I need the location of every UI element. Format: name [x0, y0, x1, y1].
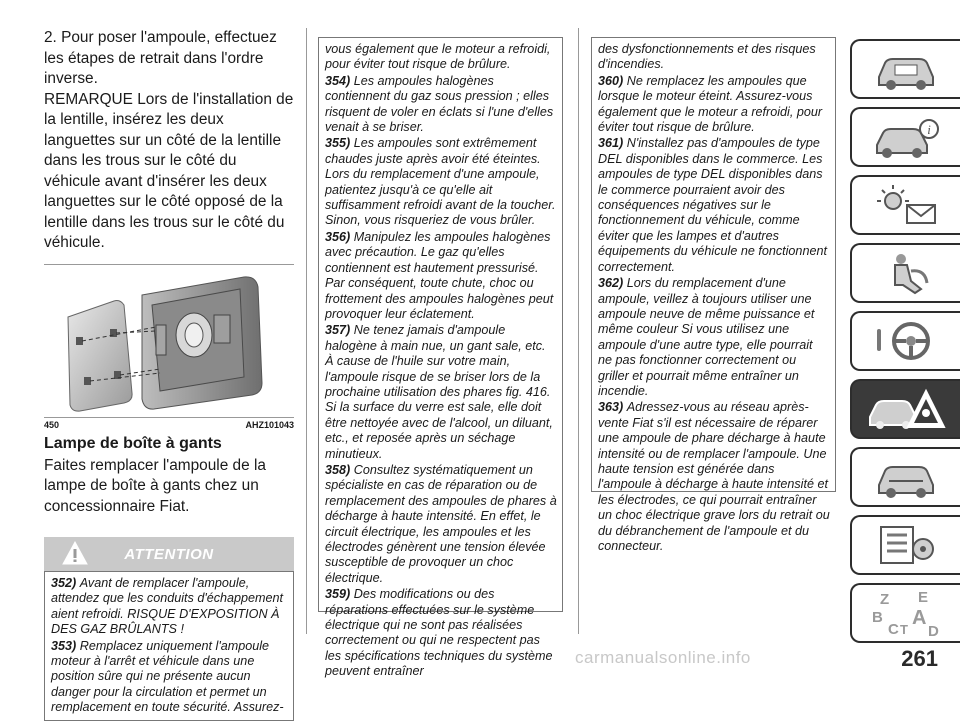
index-letter: A	[912, 607, 927, 629]
warning-box-continued	[318, 37, 563, 679]
note-number: 360)	[598, 73, 627, 88]
tab-in-an-emergency[interactable]	[850, 379, 960, 439]
tab-index[interactable]	[850, 583, 960, 643]
note-text: N'installez pas d'ampoules de type DEL disponibles dans le commerce. Les ampoules de type DEL disponibles dans le commerce pourraient avoir des conséquences négatives sur le fonctionnement du véhicule, comme éviter que les lampes et d'autres équipements du véhicule ne fonctionnent correctement.	[598, 136, 827, 274]
watermark: carmanualsonline.info	[575, 648, 751, 667]
tab-warning-lights[interactable]	[850, 175, 960, 235]
note-358	[325, 463, 557, 586]
index-letter: Z	[880, 591, 890, 608]
note-number: 355)	[325, 136, 354, 151]
tab-car-info[interactable]	[850, 107, 960, 167]
warning-lights-icon	[871, 183, 941, 227]
alphabetical-index-icon	[866, 588, 946, 638]
figure-450	[44, 265, 294, 417]
note-356	[325, 230, 557, 322]
svg-text:i: i	[927, 122, 931, 137]
continued-text: des dysfonctionnements et des risques d'incendies.	[598, 42, 816, 72]
section-body: Faites remplacer l'ampoule de la lampe de boîte à gants chez un concessionnaire Fiat.	[44, 456, 266, 515]
index-letter: B	[872, 609, 883, 626]
glovebox-lamp-illustration	[44, 265, 294, 417]
figure-number: 450	[44, 419, 60, 430]
car-dashboard-icon	[871, 47, 941, 91]
note-text: Ne tenez jamais d'ampoule halogène à main nue, un gant sale, etc. À cause de l'huile sur votre main, l'ampoule risque de se briser lors de la prochaine utilisation des phares fig. 416. Si la surface du verre est sale, elle doit être nettoyée avec de l'alcool, un diluant, etc., et reposée après un séchage minutieux.	[325, 323, 553, 461]
steering-wheel-icon	[871, 319, 941, 363]
section-heading: Lampe de boîte à gants	[44, 434, 222, 452]
note-354	[325, 74, 557, 136]
warning-header	[44, 537, 294, 571]
note-number: 353)	[51, 638, 80, 653]
step-2-text: 2. Pour poser l'ampoule, effectuez les étapes de retrait dans l'ordre inverse.	[44, 29, 277, 87]
intro-text	[44, 28, 294, 254]
page-number: 261	[901, 646, 938, 671]
specifications-list-icon	[871, 523, 941, 567]
remarque-text: REMARQUE Lors de l'installation de la lentille, insérez les deux languettes sur un côté de la lentille dans les trous sur le côté du véhicule avant d'insérer les deux languettes sur le côté opposé de la lentille dans les trous sur le côté du véhicule.	[44, 90, 294, 251]
note-360	[598, 74, 830, 136]
note-357	[325, 323, 557, 462]
note-361	[598, 136, 830, 275]
tab-technical-specifications[interactable]	[850, 515, 960, 575]
airbag-seat-icon	[871, 251, 941, 295]
index-letter: E	[918, 589, 929, 606]
note-text: Les ampoules sont extrêmement chaudes juste après avoir été éteintes. Lors du remplacement d'une ampoule, patientez jusqu'à ce qu'elle ait suffisamment refroidi avant de la toucher. Sinon, vous risqueriez de vous brûler.	[325, 136, 556, 228]
column-divider	[578, 28, 579, 634]
car-service-icon	[871, 455, 941, 499]
car-hazard-icon	[866, 385, 946, 433]
note-362	[598, 276, 830, 399]
tab-starting-driving[interactable]	[850, 311, 960, 371]
left-column	[44, 28, 294, 721]
index-letter: T	[900, 622, 908, 637]
note-number: 356)	[325, 229, 354, 244]
index-letter: C	[888, 621, 899, 638]
note-text: Manipulez les ampoules halogènes avec précaution. Le gaz qu'elles contiennent est hautement pressurisé. Par conséquent, toute chute, choc ou frottement des ampoules halogènes peut provoquer leur éclatement.	[325, 229, 554, 321]
note-number: 362)	[598, 276, 627, 291]
right-column	[591, 37, 836, 553]
note-text: Adressez-vous au réseau après-vente Fiat s'il est nécessaire de réparer une ampoule de phare décharge à haute intensité ou de remplacer l'ampoule. Une haute tension est générée dans l'ampoule à décharge à haute intensité et les électrodes, ce qui pourrait entraîner un choc électrique grave lors du retrait ou du débranchement de l'ampoule et du connecteur.	[598, 400, 830, 553]
car-info-icon	[871, 115, 941, 159]
note-text: Avant de remplacer l'ampoule, attendez que les conduits d'échappement aient refroidi. RISQUE D'EXPOSITION À DES GAZ BRÛLANTS !	[51, 576, 284, 637]
warning-box	[44, 571, 294, 721]
note-number: 359)	[325, 587, 354, 602]
warning-triangle-icon	[62, 541, 88, 570]
note-353	[51, 639, 288, 716]
warning-box-continued	[591, 37, 836, 553]
note-number: 354)	[325, 73, 354, 88]
note-text: Consultez systématiquement un spécialiste en cas de réparation ou de remplacement des ampoules de phares à décharge à haute intensité. En effet, le circuit électrique, les ampoules et les électrodes génèrent une tension élevée susceptible de provoquer un choc électrique.	[325, 462, 557, 585]
note-text: Des modifications ou des réparations effectuées sur le système électrique qui ne sont pas réalisées correctement ou qui ne respectent pas les spécifications techniques du système peuvent entraîner	[325, 587, 553, 679]
tab-dashboard[interactable]	[850, 39, 960, 99]
continued-text: vous également que le moteur a refroidi, pour éviter tout risque de brûlure.	[325, 42, 551, 72]
tab-safety[interactable]	[850, 243, 960, 303]
note-text: Lors du remplacement d'une ampoule, veillez à toujours utiliser une ampoule neuve de même puissance et même couleur Si vous utilisez une ampoule d'une autre type, elle pourrait ne pas fonctionner correctement ou griller et pourrait même entraîner un incendie.	[598, 276, 815, 398]
figure-caption	[44, 417, 294, 430]
note-number: 357)	[325, 323, 354, 338]
middle-column	[318, 37, 563, 679]
note-number: 363)	[598, 400, 627, 415]
note-352	[51, 576, 288, 638]
figure-code: AHZ101043	[245, 419, 294, 430]
note-text: Les ampoules halogènes contiennent du gaz sous pression ; elles risquent de voler en éclats si l'une d'elles venait à se briser.	[325, 73, 554, 135]
index-letter: D	[928, 623, 939, 638]
note-number: 361)	[598, 136, 627, 151]
note-359	[325, 587, 557, 679]
chapter-tabs	[850, 39, 960, 651]
note-text: Ne remplacez les ampoules que lorsque le moteur éteint. Assurez-vous également que le moteur a refroidi, pour éviter tout risque de brûlure.	[598, 73, 823, 135]
column-divider	[306, 28, 307, 634]
note-number: 352)	[51, 576, 80, 590]
note-text: Remplacez uniquement l'ampoule moteur à l'arrêt et véhicule dans une position sûre qui ne présente aucun danger pour la circulation et permet un remplacement en toute sécurité. Assurez-	[51, 638, 284, 715]
tab-maintenance[interactable]	[850, 447, 960, 507]
note-355	[325, 136, 557, 228]
warning-title: ATTENTION	[124, 545, 214, 563]
note-363	[598, 400, 830, 554]
note-number: 358)	[325, 462, 354, 477]
